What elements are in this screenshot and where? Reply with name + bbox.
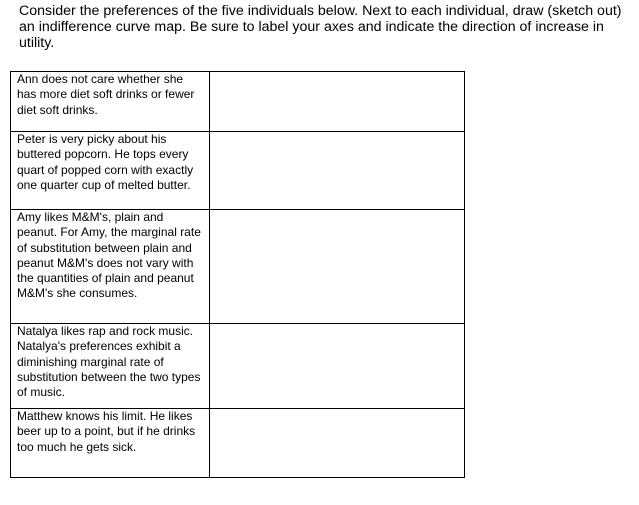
table-row	[11, 210, 465, 324]
individual-description: Ann does not care whether she has more diet soft drinks or fewer diet soft drinks.	[11, 72, 210, 132]
individual-description: Peter is very picky about his buttered popcorn. He tops every quart of popped corn with exactly one quarter cup of melted butter.	[11, 132, 210, 210]
individual-description: Matthew knows his limit. He likes beer up to a point, but if he drinks too much he gets sick.	[11, 409, 210, 478]
sketch-area[interactable]	[210, 132, 465, 210]
table-row	[11, 72, 465, 132]
table-row	[11, 324, 465, 409]
instructions-text: Consider the preferences of the five individuals below. Next to each individual, draw (sketch out) an indifference curve map. Be sure to label your axes and indicate the direction of increase in utility.	[19, 3, 622, 51]
individual-description: Natalya likes rap and rock music. Natalya's preferences exhibit a diminishing marginal rate of substitution between the two types of music.	[11, 324, 210, 409]
table-row	[11, 132, 465, 210]
sketch-area[interactable]	[210, 324, 465, 409]
preferences-table	[10, 71, 465, 478]
sketch-area[interactable]	[210, 210, 465, 324]
sketch-area[interactable]	[210, 72, 465, 132]
table-row	[11, 409, 465, 478]
sketch-area[interactable]	[210, 409, 465, 478]
individual-description: Amy likes M&M's, plain and peanut. For Amy, the marginal rate of substitution between plain and peanut M&M's does not vary with the quantities of plain and peanut M&M's she consumes.	[11, 210, 210, 324]
